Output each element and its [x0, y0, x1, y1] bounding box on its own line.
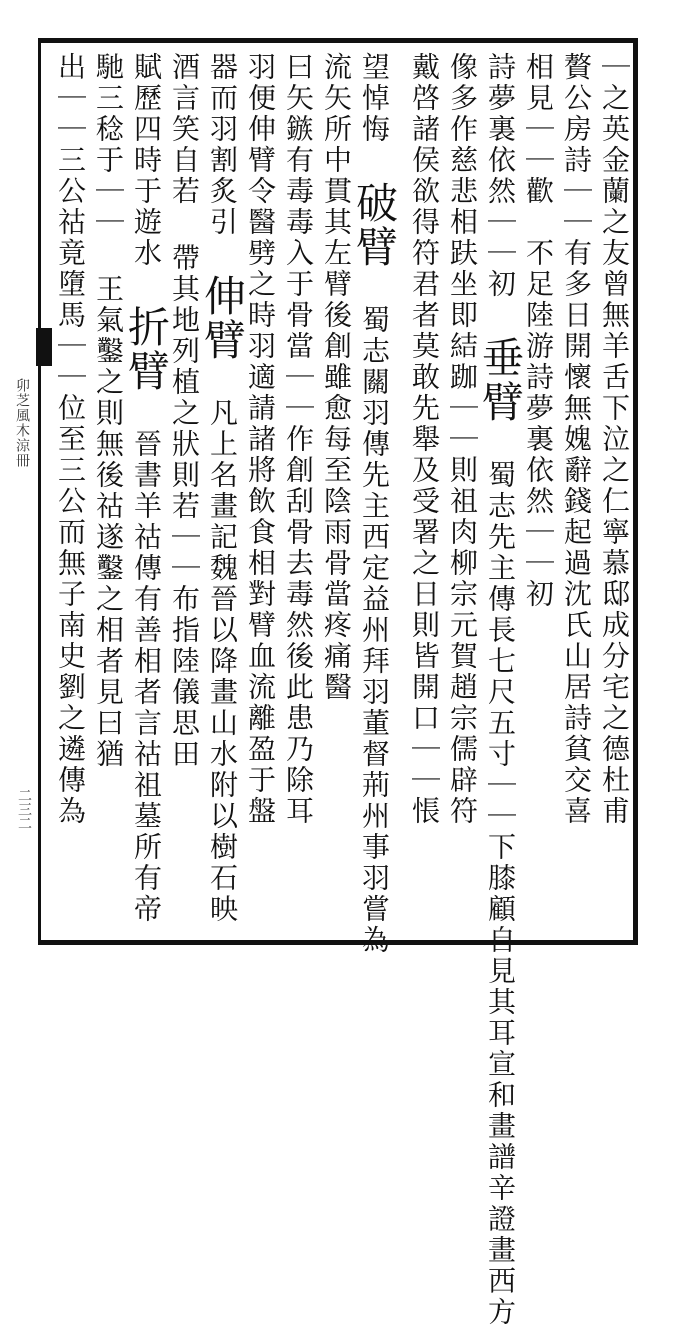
column-text: 器而羽割炙引: [206, 52, 239, 238]
text-column-8: [318, 52, 354, 932]
column-text-after: 王氣鑿之則無後祜遂鑿之相者見曰猶: [92, 274, 125, 770]
entry-heading: 伸臂: [198, 274, 247, 362]
text-column-10: [242, 52, 278, 932]
column-text: 相見｜｜歡 不足陸游詩夢裏依然｜｜初: [522, 52, 555, 610]
column-text: 出｜｜三公祜竟墮馬｜｜位至三公而無子南史劉之遴傳為: [54, 52, 87, 827]
frame-left-border: [38, 38, 41, 945]
column-text: 馳三稔于｜｜: [92, 52, 125, 238]
column-text: 曰矢鏃有毒毒入于骨當｜｜作創刮骨去毒然後此患乃除耳: [282, 52, 315, 827]
column-text: 贅公房詩｜｜有多日開懷無媿辭錢起過沈氏山居詩貧交喜: [560, 52, 593, 827]
column-text: 流矢所中貫其左臂後創雖愈每至陰雨骨當疼痛醫: [320, 52, 353, 703]
column-text-after: 蜀志關羽傳先主西定益州拜羽董督荊州事羽嘗為: [358, 305, 391, 956]
text-column-14: [90, 52, 126, 932]
frame-bottom-border: [38, 940, 638, 945]
text-column-1: [596, 52, 632, 932]
column-text-after: 凡上名畫記魏晉以降畫山水附以樹石映: [206, 398, 239, 925]
column-text-after: 蜀志先主傳長七尺五寸｜｜下膝顧自見其耳宣和畫譜辛證畫西方: [484, 460, 517, 1328]
column-text: 望悼悔: [358, 52, 391, 145]
column-text: ｜之英金蘭之友曾無羊舌下泣之仁寧慕邸成分宅之德杜甫: [598, 52, 631, 827]
text-column-9: [280, 52, 316, 932]
column-text: 像多作慈悲相趺坐即結跏｜｜則祖肉柳宗元賀趙宗儒辟符: [446, 52, 479, 827]
spine-page-number: 二三二: [16, 788, 32, 830]
column-text: 戴啓諸侯欲得符君者莫敢先舉及受署之日則皆開口｜｜悵: [408, 52, 441, 827]
page-spine: [6, 38, 38, 945]
text-column-11: [198, 52, 247, 932]
text-column-4: [476, 52, 525, 1328]
spine-title: 卯芝風木涼冊: [14, 378, 30, 468]
entry-heading: 破臂: [350, 181, 399, 269]
text-column-13: [122, 52, 171, 932]
column-text-after: 帶其地列植之狀則若｜｜布指陸儀思田: [168, 243, 201, 770]
spine-fishtail-mark: [36, 328, 52, 366]
entry-heading: 垂臂: [476, 336, 525, 424]
text-column-3: [520, 52, 556, 932]
column-text: 賦歷四時于遊水: [130, 52, 163, 269]
text-column-15: [52, 52, 88, 932]
text-column-6: [406, 52, 442, 932]
entry-heading: 折臂: [122, 305, 171, 393]
text-column-2: [558, 52, 594, 932]
frame-right-border: [633, 38, 638, 945]
text-column-12: [166, 52, 202, 932]
column-text: 詩夢裏依然｜｜初: [484, 52, 517, 300]
column-text: 羽便伸臂令醫劈之時羽適請諸將飲食相對臂血流離盈于盤: [244, 52, 277, 827]
column-text-after: 晉書羊祜傳有善相者言祜祖墓所有帝: [130, 429, 163, 925]
frame-top-border: [38, 38, 638, 43]
text-column-5: [444, 52, 480, 932]
text-column-7: [350, 52, 399, 956]
column-text: 酒言笑自若: [168, 52, 201, 207]
